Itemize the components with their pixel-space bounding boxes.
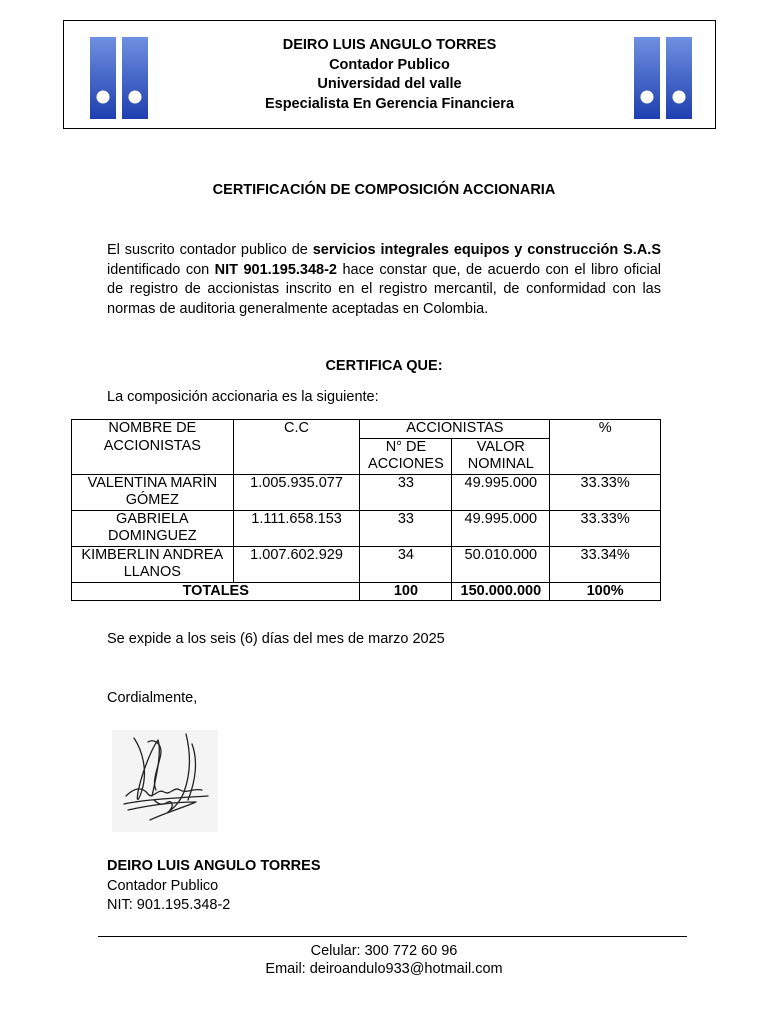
shareholder-value: 50.010.000: [452, 546, 550, 582]
totals-percent: 100%: [550, 582, 661, 600]
logo-right-icon: [634, 37, 692, 119]
totals-shares: 100: [360, 582, 452, 600]
shareholder-cc: 1.005.935.077: [233, 474, 360, 510]
table-header-row: [72, 420, 661, 439]
header-num-shares-cell: N° DE ACCIONES: [360, 438, 452, 474]
signer-nit: NIT: 901.195.348-2: [107, 897, 231, 913]
shareholder-name: VALENTINA MARÍN GÓMEZ: [72, 474, 234, 510]
header-shareholders-cell: ACCIONISTAS: [360, 420, 550, 439]
header-name: DEIRO LUIS ANGULO TORRES: [282, 37, 497, 53]
footer-email: Email: deiroandulo933@hotmail.com: [265, 961, 503, 977]
logo-left-icon: [90, 37, 148, 119]
letterhead: [63, 20, 716, 129]
shareholder-percent: 33.33%: [550, 510, 661, 546]
shareholder-shares: 33: [360, 510, 452, 546]
document-title: CERTIFICACIÓN DE COMPOSICIÓN ACCIONARIA: [212, 182, 556, 198]
totals-value: 150.000.000: [452, 582, 550, 600]
shareholder-percent: 33.34%: [550, 546, 661, 582]
header-specialty: Especialista En Gerencia Financiera: [264, 95, 515, 112]
table-row: [72, 510, 661, 546]
signer-name: DEIRO LUIS ANGULO TORRES: [107, 858, 321, 874]
shareholder-cc: 1.111.658.153: [233, 510, 360, 546]
shareholders-table: [71, 419, 661, 601]
intro-paragraph: [107, 241, 661, 319]
signer-role: Contador Publico: [107, 877, 219, 894]
lead-text: La composición accionaria es la siguiente:: [107, 389, 379, 405]
header-nominal-value-cell: VALOR NOMINAL: [452, 438, 550, 474]
table-row: [72, 546, 661, 582]
footer-phone: Celular: 300 772 60 96: [310, 943, 458, 959]
intro-text-1: El suscrito contador publico de: [107, 242, 313, 258]
company-nit: NIT 901.195.348-2: [214, 261, 337, 278]
intro-text-2: identificado con: [107, 261, 215, 278]
header-university: Universidad del valle: [317, 76, 462, 92]
shareholder-value: 49.995.000: [452, 510, 550, 546]
totals-row: [72, 582, 661, 600]
header-cc-cell: C.C: [233, 420, 360, 475]
shareholder-value: 49.995.000: [452, 474, 550, 510]
totals-label: TOTALES: [72, 582, 360, 600]
intro-text-3: hace constar que, de acuerdo con el libro oficial de registro de accionistas inscrito en el registro mercantil, de conformidad con las normas de auditoria generalmente aceptadas en Colombia.: [107, 261, 661, 317]
certifies-heading: CERTIFICA QUE:: [325, 358, 443, 374]
header-name-cell: NOMBRE DE ACCIONISTAS: [72, 420, 234, 475]
table-row: [72, 474, 661, 510]
shareholder-name: GABRIELA DOMINGUEZ: [72, 510, 234, 546]
header-percent-cell: %: [550, 420, 661, 475]
signer-block: [107, 857, 321, 916]
footer: [0, 942, 768, 978]
footer-divider: [98, 936, 687, 937]
closing-greeting: Cordialmente,: [107, 690, 198, 706]
header-title: Contador Publico: [329, 56, 450, 73]
letterhead-text: [184, 36, 595, 114]
shareholder-name: KIMBERLIN ANDREA LLANOS: [72, 546, 234, 582]
company-name: servicios integrales equipos y construcción S.A.S: [312, 242, 661, 258]
signature-icon: [112, 730, 218, 832]
issue-date-line: Se expide a los seis (6) días del mes de marzo 2025: [107, 631, 445, 647]
shareholder-percent: 33.33%: [550, 474, 661, 510]
shareholder-shares: 33: [360, 474, 452, 510]
shareholder-shares: 34: [360, 546, 452, 582]
shareholder-cc: 1.007.602.929: [233, 546, 360, 582]
